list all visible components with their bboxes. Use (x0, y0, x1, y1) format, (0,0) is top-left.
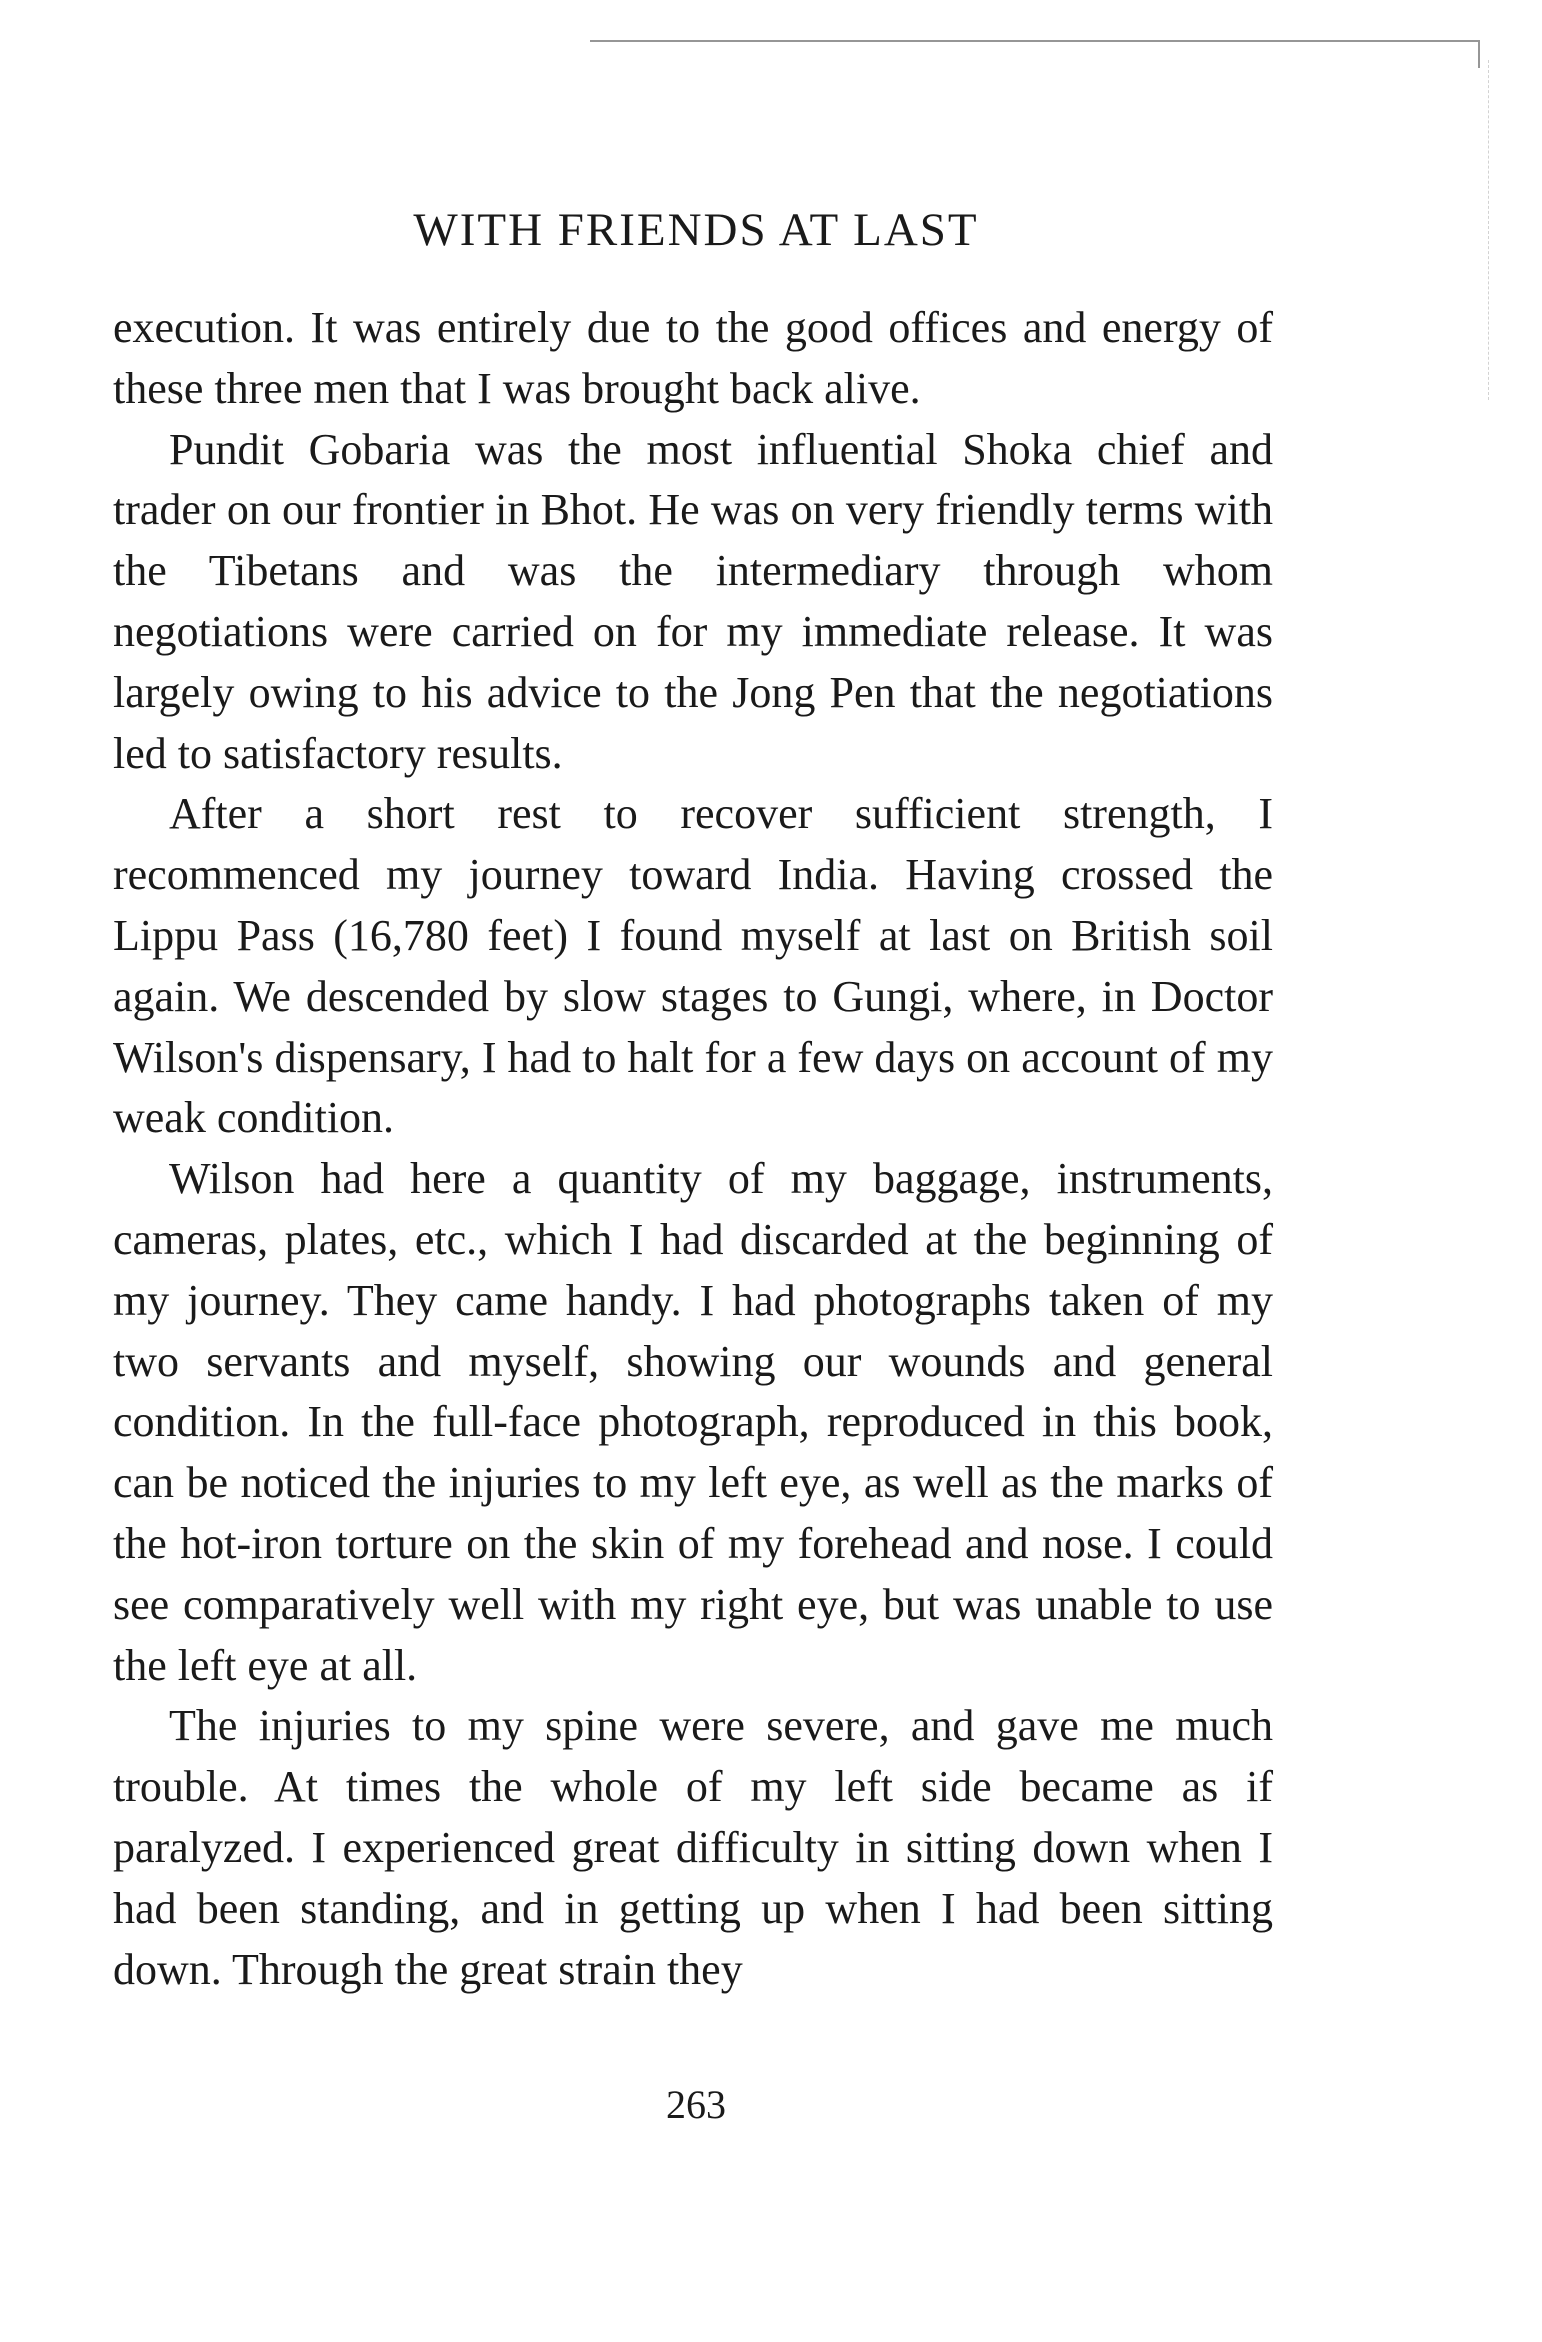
scan-edge-top (590, 40, 1480, 42)
page-number: 263 (666, 2082, 726, 2127)
paragraph-1: execution. It was entirely due to the good offices and energy of these three men that I was brought back alive. (113, 303, 1273, 413)
scan-edge-right (1488, 60, 1489, 400)
paragraph-5: The injuries to my spine were severe, and gave me much trouble. At times the whole of my left side became as if paralyzed. I experienced great difficulty in sitting down when I had been standing, and in getting up when I had been sitting down. Through the great strain they (113, 1701, 1273, 1994)
paragraph-2: Pundit Gobaria was the most influential Shoka chief and trader on our frontier in Bhot. He was on very friendly terms with the Tibetans and was the intermediary through whom negotiations were carried on for my immediate release. It was largely owing to his advice to the Jong Pen that the negotiations led to satisfactory results. (113, 424, 1273, 778)
paragraph-3: After a short rest to recover sufficient strength, I recommenced my journey toward India. Having crossed the Lippu Pass (16,780 feet) I found myself at last on British soil again. We descended by slow stages to Gungi, where, in Doctor Wilson's dispensary, I had to halt for a few days on account of my weak condition. (113, 789, 1273, 1143)
paragraph-4: Wilson had here a quantity of my baggage, instruments, cameras, plates, etc., which I had discarded at the beginning of my journey. They came handy. I had photographs taken of my two servants and myself, showing our wounds and general condition. In the full-face photograph, reproduced in this book, can be noticed the injuries to my left eye, as well as the marks of the hot-iron torture on the skin of my forehead and nose. I could see comparatively well with my right eye, but was unable to use the left eye at all. (113, 1154, 1273, 1690)
body-text (113, 298, 1273, 2000)
running-head: WITH FRIENDS AT LAST (413, 204, 979, 256)
